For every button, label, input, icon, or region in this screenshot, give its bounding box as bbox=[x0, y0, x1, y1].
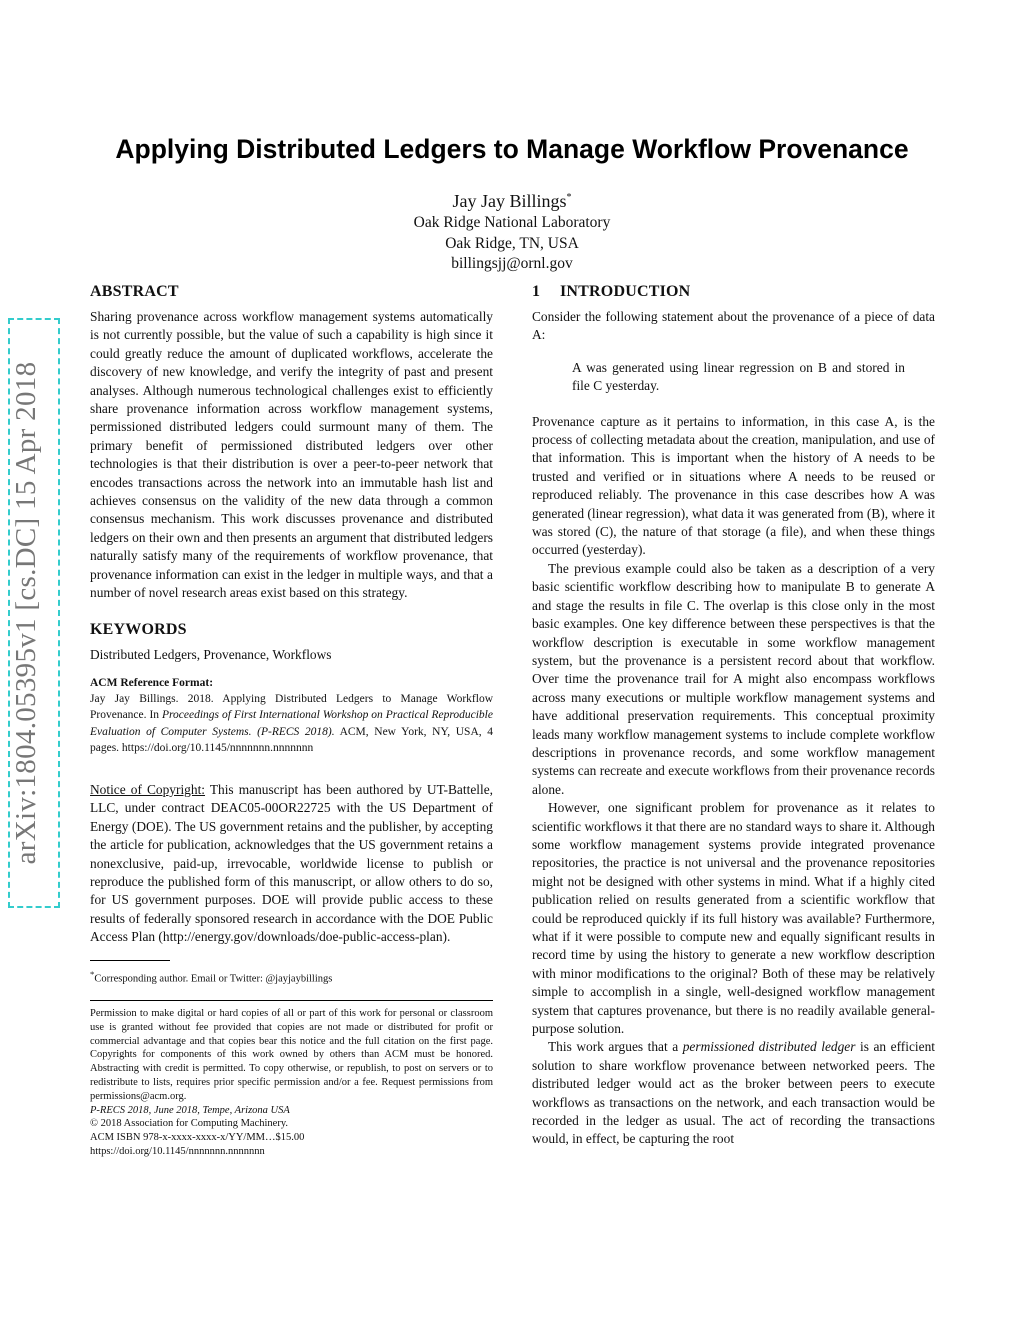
author-email: billingsjj@ornl.gov bbox=[451, 255, 573, 272]
intro-paragraph-1: Provenance capture as it pertains to information, in this case A, is the process of collecting metadata about the creation, manipulation, and use of that information. This is important when the history of A needs to be trusted and verified or in situations where A needs to be reused or reproduced reliably. The provenance in this case describes how A was generated (linear regression), what data it was generated from (B), where it was stored (C), the nature of that storage (a file), and when these things occurred (yesterday). bbox=[532, 413, 935, 558]
doi-line: https://doi.org/10.1145/nnnnnnn.nnnnnnn bbox=[90, 1146, 265, 1158]
acm-reference-lead: Jay Jay Billings. 2018. Applying Distributed Ledgers to Manage Workflow Provenance. In bbox=[90, 692, 493, 722]
intro-quote: A was generated using linear regression on B and stored in file C yesterday. bbox=[572, 359, 905, 394]
abstract-text: Sharing provenance across workflow management systems automatically is not currently possible, but the value of such a capability is high since it could greatly reduce the amount of duplicated workflows, accelerate the discovery of new knowledge, and verify the integrity of past and present analyses. Although numerous technological challenges exist to efficiently share provenance information across workflow management systems, permissioned distributed ledgers could surmount many of them. The primary benefit of permissioned distributed ledgers over other technologies is that their distribution is over a peer-to-peer network that encodes transactions across the network into an immutable hash list and achieves consensus on the validity of the new data through a common consensus mechanism. This work discusses provenance and distributed ledgers on their own and then presents an argument that distributed ledgers naturally satisfy many of the requirements of workflow provenance, that provenance information can exist in the ledger in multiple ways, and that a number of novel research areas exist based on this strategy. bbox=[90, 309, 493, 601]
author-name: Jay Jay Billings bbox=[452, 191, 567, 211]
intro-paragraph-4 bbox=[532, 1038, 935, 1148]
right-column bbox=[532, 283, 935, 1149]
intro-p4-tail: is an efficient solution to share workflow provenance between networked peers. The distributed ledger would act as the broker between peers to execute workflows as transactions on the network, and each transaction would be recorded in the ledger as usual. The act of recording the transactions would, in effect, be capturing the root bbox=[532, 1039, 935, 1147]
isbn-line: ACM ISBN 978-x-xxxx-xxxx-x/YY/MM…$15.00 bbox=[90, 1132, 305, 1144]
intro-paragraph-3: However, one significant problem for provenance as it relates to scientific workflows it that there are no standard ways to share it. Although some workflow management systems provide integrated provenance repositories, the practice is not universal and the provenance repositories might not be designed with other systems in mind. What if a highly cited publication relied on results generated from a scientific workflow that could be reproduced quickly if its full history was available? Furthermore, what if it were possible to compute new and equally significant results in record time by using the history to generate a new workflow description with minor modifications to the original? Both of these may be relatively simple to accomplish in a single, well-designed workflow management system that captures provenance, but there is no readily available general-purpose solution. bbox=[532, 800, 935, 1037]
acm-reference-venue: Proceedings of First International Workshop on Practical Reproducible Evaluation of Computer Systems. (P-RECS 2018). bbox=[90, 709, 493, 738]
acm-copyright-line: © 2018 Association for Computing Machinery. bbox=[90, 1118, 289, 1130]
arxiv-stamp: arXiv:1804.05395v1 [cs.DC] 15 Apr 2018 bbox=[10, 361, 42, 865]
footnote-marker: * bbox=[90, 968, 95, 979]
paper-title: Applying Distributed Ledgers to Manage Workflow Provenance bbox=[115, 134, 909, 164]
section-title: INTRODUCTION bbox=[560, 283, 691, 300]
keywords-heading: KEYWORDS bbox=[90, 620, 187, 638]
copyright-notice-label: Notice of Copyright: bbox=[90, 781, 206, 797]
keywords-text: Distributed Ledgers, Provenance, Workflows bbox=[90, 646, 332, 662]
permission-rule bbox=[90, 1000, 493, 1001]
intro-paragraph-2: The previous example could also be taken as a description of a very basic scientific workflow describing how to manipulate B to generate A and stage the results in file C. The overlap is this close only in the most basic examples. One key difference between these perspectives is that the workflow description is executable in some workflow management system, but the provenance is a persistent record about that workflow. Over time the provenance trail for A might also encompass workflows across many executions or multiple workflow management systems and have additional preservation requirements. This conceptual proximity leads many workflow management systems to include complete workflow descriptions in provenance records, and some workflow management systems can recreate and execute workflows from their provenance records alone. bbox=[532, 560, 935, 797]
introduction-heading bbox=[532, 283, 935, 301]
acm-reference-text bbox=[90, 691, 493, 757]
copyright-notice-text: This manuscript has been authored by UT-Battelle, LLC, under contract DEAC05-00OR22725 with the US Department of Energy (DOE). The US government retains and the publisher, by accepting the article for publication, acknowledges that the US government retains a nonexclusive, paid-up, irrevocable, worldwide license to publish or reproduce the published form of this manuscript, or allow others to do so, for US government purposes. DOE will provide public access to these results of federally sponsored research in accordance with the DOE Public Access Plan (http://energy.gov/downloads/doe-public-access-plan). bbox=[90, 781, 493, 945]
author-block bbox=[0, 186, 1024, 275]
abstract-heading: ABSTRACT bbox=[90, 283, 179, 300]
left-column bbox=[90, 283, 493, 1159]
permission-text: Permission to make digital or hard copies of all or part of this work for personal or classroom use is granted without fee provided that copies are not made or distributed for profit or commercial advantage and that copies bear this notice and the full citation on the first page. Copyrights for components of this work owned by others than ACM must be honored. Abstracting with credit is permitted. To copy otherwise, or republish, to post on servers or to redistribute to lists, requires prior specific permission and/or a fee. Request permissions from permissions@acm.org. bbox=[90, 1008, 493, 1102]
section-number: 1 bbox=[532, 283, 541, 300]
footnote-text: Corresponding author. Email or Twitter: @jayjaybillings bbox=[94, 973, 333, 985]
conference-line: P-RECS 2018, June 2018, Tempe, Arizona USA bbox=[90, 1104, 290, 1116]
acm-reference-heading: ACM Reference Format: bbox=[90, 676, 214, 689]
intro-lead: Consider the following statement about the provenance of a piece of data A: bbox=[532, 309, 935, 343]
footnote-rule bbox=[90, 960, 170, 961]
author-location: Oak Ridge, TN, USA bbox=[445, 234, 579, 252]
author-name-line bbox=[0, 186, 1024, 213]
intro-p4-lead: This work argues that a bbox=[548, 1039, 683, 1055]
footnote bbox=[90, 967, 493, 987]
author-marker: * bbox=[566, 192, 572, 203]
intro-p4-emphasis: permissioned distributed ledger bbox=[682, 1039, 856, 1055]
author-affiliation: Oak Ridge National Laboratory bbox=[413, 214, 611, 231]
acm-reference-tail: ACM, New York, NY, USA, 4 pages. https://doi.org/10.1145/nnnnnnn.nnnnnnn bbox=[90, 725, 493, 755]
copyright-notice bbox=[90, 781, 493, 947]
